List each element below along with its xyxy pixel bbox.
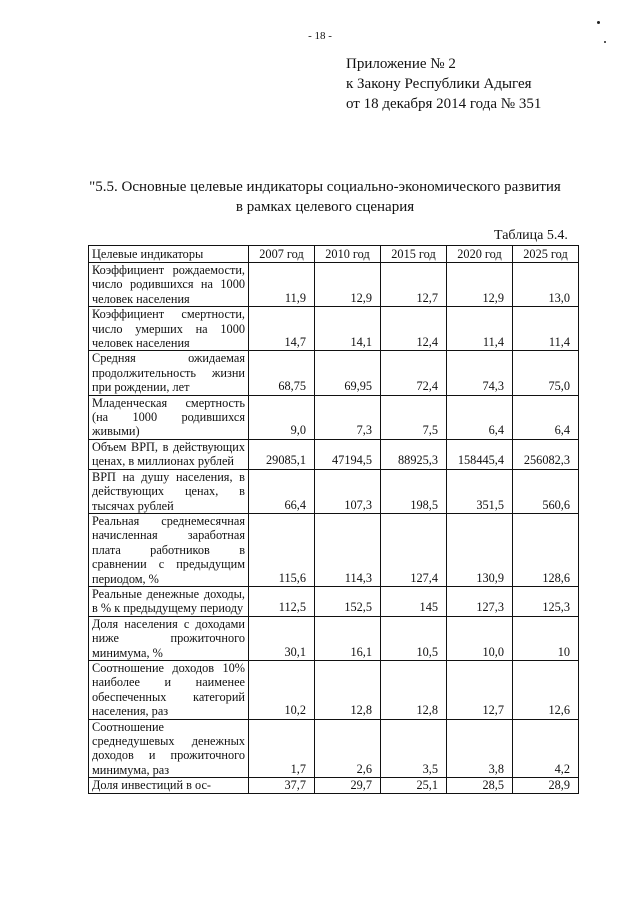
indicator-label: Коэффициент рождаемости, число родившихся на 1000 человек населения — [89, 263, 249, 307]
indicator-label: Реальные денежные доходы, в % к предыдущему периоду — [89, 586, 249, 616]
indicator-value: 29085,1 — [249, 439, 315, 469]
indicator-value: 6,4 — [513, 395, 579, 439]
indicator-value: 37,7 — [249, 778, 315, 793]
indicator-value: 10 — [513, 616, 579, 660]
indicator-label: Реальная среднемесячная начисленная заработная плата работников в сравнении с предыдущим периодом, % — [89, 513, 249, 586]
indicator-value: 9,0 — [249, 395, 315, 439]
indicator-value: 3,5 — [381, 719, 447, 778]
indicator-label: Младенческая смертность (на 1000 родившихся живыми) — [89, 395, 249, 439]
indicator-value: 13,0 — [513, 263, 579, 307]
table-row — [89, 778, 579, 793]
indicator-value: 2,6 — [315, 719, 381, 778]
table-row — [89, 439, 579, 469]
indicator-value: 152,5 — [315, 586, 381, 616]
indicator-value: 4,2 — [513, 719, 579, 778]
indicator-value: 69,95 — [315, 351, 381, 395]
indicator-label: Доля инвестиций в ос- — [89, 778, 249, 793]
scan-speck — [604, 41, 606, 43]
indicator-value: 75,0 — [513, 351, 579, 395]
table-header-row — [89, 246, 579, 263]
indicator-value: 12,7 — [447, 660, 513, 719]
indicator-value: 28,5 — [447, 778, 513, 793]
page-number: - 18 - — [308, 30, 332, 42]
indicator-value: 14,7 — [249, 307, 315, 351]
indicator-value: 28,9 — [513, 778, 579, 793]
table-row — [89, 263, 579, 307]
indicator-value: 12,7 — [381, 263, 447, 307]
indicator-label: ВРП на душу населения, в действующих ценах, в тысячах рублей — [89, 469, 249, 513]
indicator-value: 66,4 — [249, 469, 315, 513]
table-row — [89, 351, 579, 395]
table-row — [89, 307, 579, 351]
indicator-value: 74,3 — [447, 351, 513, 395]
indicator-value: 30,1 — [249, 616, 315, 660]
indicator-value: 88925,3 — [381, 439, 447, 469]
indicator-value: 10,2 — [249, 660, 315, 719]
indicator-label: Доля населения с доходами ниже прожиточного минимума, % — [89, 616, 249, 660]
table-row — [89, 395, 579, 439]
column-header: 2007 год — [249, 246, 315, 263]
indicator-value: 145 — [381, 586, 447, 616]
indicator-value: 11,9 — [249, 263, 315, 307]
indicator-value: 256082,3 — [513, 439, 579, 469]
indicator-value: 158445,4 — [447, 439, 513, 469]
indicator-value: 11,4 — [447, 307, 513, 351]
indicator-value: 114,3 — [315, 513, 381, 586]
indicator-value: 128,6 — [513, 513, 579, 586]
appendix-reference — [346, 54, 541, 114]
indicator-value: 125,3 — [513, 586, 579, 616]
indicator-value: 12,9 — [315, 263, 381, 307]
indicator-value: 11,4 — [513, 307, 579, 351]
column-header: 2025 год — [513, 246, 579, 263]
indicator-label: Средняя ожидаемая продолжительность жизни при рождении, лет — [89, 351, 249, 395]
indicator-value: 560,6 — [513, 469, 579, 513]
indicator-label: Коэффициент смертности, число умерших на 1000 человек населения — [89, 307, 249, 351]
table-row — [89, 469, 579, 513]
table-row — [89, 616, 579, 660]
indicator-value: 107,3 — [315, 469, 381, 513]
indicator-value: 10,0 — [447, 616, 513, 660]
indicator-value: 127,3 — [447, 586, 513, 616]
scan-speck — [597, 21, 600, 24]
indicator-value: 112,5 — [249, 586, 315, 616]
indicator-value: 10,5 — [381, 616, 447, 660]
indicator-value: 3,8 — [447, 719, 513, 778]
appendix-line-1: Приложение № 2 — [346, 56, 456, 72]
indicator-value: 25,1 — [381, 778, 447, 793]
column-header: 2015 год — [381, 246, 447, 263]
indicator-value: 47194,5 — [315, 439, 381, 469]
indicator-value: 12,6 — [513, 660, 579, 719]
indicator-value: 7,3 — [315, 395, 381, 439]
indicator-value: 1,7 — [249, 719, 315, 778]
indicator-value: 351,5 — [447, 469, 513, 513]
indicator-value: 12,8 — [381, 660, 447, 719]
appendix-line-3: от 18 декабря 2014 года № 351 — [346, 96, 542, 112]
table-row — [89, 586, 579, 616]
table-row — [89, 513, 579, 586]
indicator-value: 12,4 — [381, 307, 447, 351]
column-header: 2010 год — [315, 246, 381, 263]
indicators-table — [88, 245, 579, 794]
column-header: 2020 год — [447, 246, 513, 263]
indicator-value: 29,7 — [315, 778, 381, 793]
table-caption: Таблица 5.4. — [494, 228, 568, 243]
table-row — [89, 660, 579, 719]
indicator-value: 115,6 — [249, 513, 315, 586]
column-header: Целевые индикаторы — [89, 246, 249, 263]
indicator-label: Соотношение среднедушевых денежных доходов и прожиточного минимума, раз — [89, 719, 249, 778]
indicator-value: 127,4 — [381, 513, 447, 586]
indicator-label: Соотношение доходов 10% наиболее и наименее обеспеченных категорий населения, раз — [89, 660, 249, 719]
indicator-value: 12,8 — [315, 660, 381, 719]
indicator-value: 16,1 — [315, 616, 381, 660]
appendix-line-2: к Закону Республики Адыгея — [346, 76, 532, 92]
indicator-label: Объем ВРП, в действующих ценах, в миллионах рублей — [89, 439, 249, 469]
indicator-value: 12,9 — [447, 263, 513, 307]
indicator-value: 198,5 — [381, 469, 447, 513]
table-row — [89, 719, 579, 778]
indicator-value: 130,9 — [447, 513, 513, 586]
indicator-value: 14,1 — [315, 307, 381, 351]
indicator-value: 6,4 — [447, 395, 513, 439]
indicator-value: 68,75 — [249, 351, 315, 395]
indicator-value: 7,5 — [381, 395, 447, 439]
indicator-value: 72,4 — [381, 351, 447, 395]
section-heading: "5.5. Основные целевые индикаторы социально-экономического развития в рамках целевого сценария — [89, 179, 561, 215]
